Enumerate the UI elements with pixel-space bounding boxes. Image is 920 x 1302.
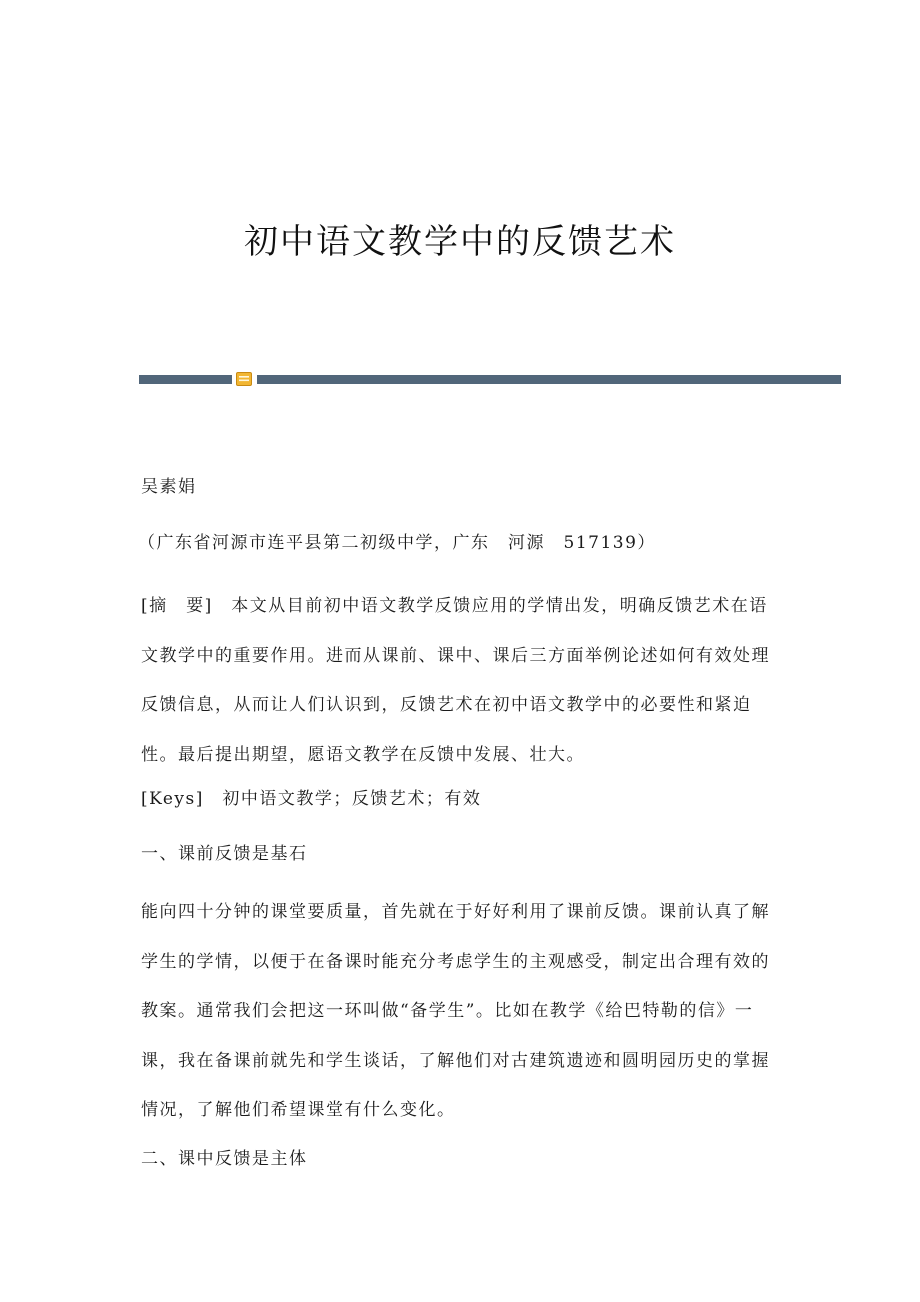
abstract (141, 582, 781, 780)
keywords-label: [Keys] (141, 789, 204, 809)
abstract-label: [摘 要] (141, 596, 213, 616)
section-heading-1: 一、课前反馈是基石 (141, 844, 308, 864)
author-name: 吴素娟 (141, 477, 197, 497)
section-1-paragraph: 能向四十分钟的课堂要质量，首先就在于好好利用了课前反馈。课前认真了解学生的学情，以便于在备课时能充分考虑学生的主观感受，制定出合理有效的教案。通常我们会把这一环叫做“备学生”。比如在教学《给巴特勒的信》一课，我在备课前就先和学生谈话，了解他们对古建筑遗迹和圆明园历史的掌握情况，了解他们希望课堂有什么变化。 (141, 902, 770, 1120)
abstract-text: 本文从目前初中语文教学反馈应用的学情出发，明确反馈艺术在语文教学中的重要作用。进而从课前、课中、课后三方面举例论述如何有效处理反馈信息，从而让人们认识到，反馈艺术在初中语文教学中的必要性和紧迫性。最后提出期望，愿语文教学在反馈中发展、壮大。 (141, 596, 770, 765)
author-affiliation: （广东省河源市连平县第二初级中学，广东 河源 517139） (138, 533, 656, 553)
title-divider-left (139, 375, 232, 384)
section-heading-2: 二、课中反馈是主体 (141, 1149, 308, 1169)
title-divider-right (257, 375, 841, 384)
keywords-text: 初中语文教学；反馈艺术；有效 (222, 789, 482, 809)
keywords (141, 784, 481, 809)
document-title: 初中语文教学中的反馈艺术 (244, 222, 676, 262)
document-icon (236, 372, 252, 386)
